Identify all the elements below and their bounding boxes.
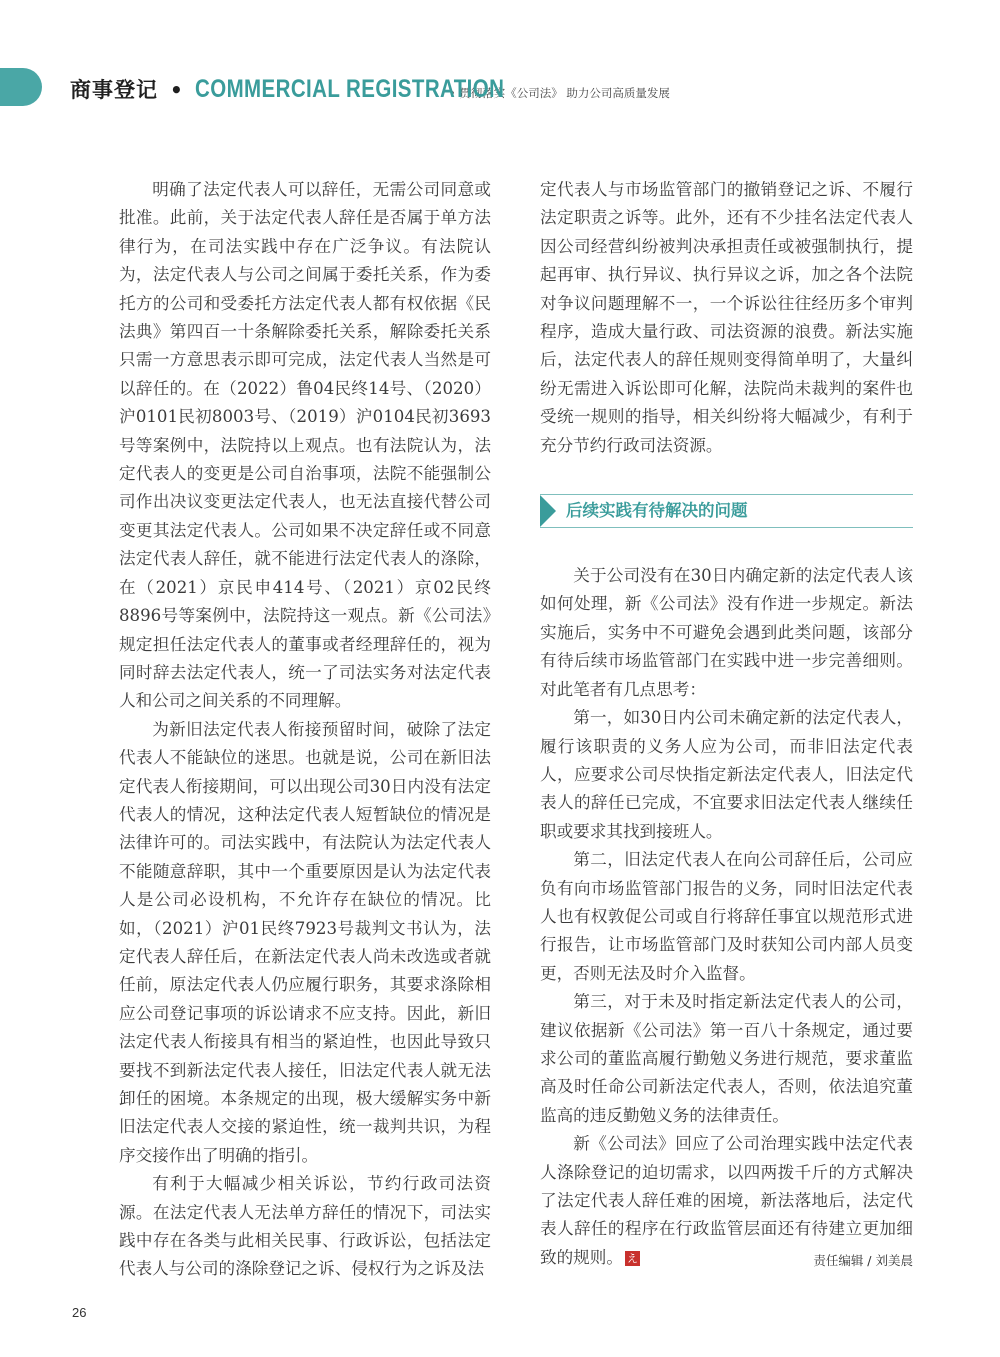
closing-paragraph-text: 新《公司法》回应了公司治理实践中法定代表人涤除登记的迫切需求，以四两拨千斤的方式解决了法定代表人辞任难的困境，新法落地后，法定代表人辞任的程序在行政监管层面还有待建立更加细致的规则。 [540,1134,913,1267]
header-subtitle: • 贯彻落实《公司法》 助力公司高质量发展 [448,86,670,100]
editor-credit: 责任编辑 / 刘美晨 [813,1253,913,1268]
right-column [540,176,913,1272]
page-number: 26 [72,1305,87,1320]
end-mark-icon: え [626,1251,638,1265]
section-heading-title: 后续实践有待解决的问题 [566,500,748,520]
body-paragraph: 关于公司没有在30日内确定新的法定代表人该如何处理，新《公司法》没有作进一步规定。新法实施后，实务中不可避免会遇到此类问题，该部分有待后续市场监管部门在实践中进一步完善细则。对此笔者有几点思考： [540,566,913,699]
body-paragraph: 第二，旧法定代表人在向公司辞任后，公司应负有向市场监管部门报告的义务，同时旧法定代表人也有权敦促公司或自行将辞任事宜以规范形式进行报告，让市场监管部门及时获知公司内部人员变更，否则无法及时介入监督。 [540,850,913,983]
header-separator: • [170,78,183,102]
body-paragraph: 第三，对于未及时指定新法定代表人的公司，建议依据新《公司法》第一百八十条规定，通过要求公司的董监高履行勤勉义务进行规范，要求董监高及时任命公司新法定代表人，否则，依法追究董监高的违反勤勉义务的法律责任。 [540,992,913,1125]
body-paragraph: 有利于大幅减少相关诉讼，节约行政司法资源。在法定代表人无法单方辞任的情况下，司法实践中存在各类与此相关民事、行政诉讼，包括法定代表人与公司的涤除登记之诉、侵权行为之诉及法 [119,1174,491,1279]
body-paragraph: 为新旧法定代表人衔接预留时间，破除了法定代表人不能缺位的迷思。也就是说，公司在新旧法定代表人衔接期间，可以出现公司30日内没有法定代表人的情况，这种法定代表人短暂缺位的情况是法律许可的。司法实践中，有法院认为法定代表人不能随意辞职，其中一个重要原因是认为法定代表人是公司必设机构，不允许存在缺位的情况。比如，（2021）沪01民终7923号裁判文书认为，法定代表人辞任后，在新法定代表人尚未改选或者就任前，原法定代表人仍应履行职务，其要求涤除相应公司登记事项的诉讼请求不应支持。因此，新旧法定代表人衔接具有相当的紧迫性，也因此导致只要找不到新法定代表人接任，旧法定代表人就无法卸任的困境。本条规定的出现，极大缓解实务中新旧法定代表人交接的紧迫性，统一裁判共识，为程序交接作出了明确的指引。 [119,719,491,1165]
left-column [119,176,491,1284]
body-paragraph: 第一，如30日内公司未确定新的法定代表人，履行该职责的义务人应为公司，而非旧法定代表人，应要求公司尽快指定新法定代表人，旧法定代表人的辞任已完成，不宜要求旧法定代表人继续任职或要求其找到接班人。 [540,708,913,841]
header-tab-decoration [0,68,42,106]
body-paragraph: 明确了法定代表人可以辞任，无需公司同意或批准。此前，关于法定代表人辞任是否属于单方法律行为，在司法实践中存在广泛争议。有法院认为，法定代表人与公司之间属于委托关系，作为委托方的公司和受委托方法定代表人都有权依据《民法典》第四百一十条解除委托关系，解除委托关系只需一方意思表示即可完成，法定代表人当然是可以辞任的。在（2022）鲁04民终14号、（2020）沪0101民初8003号、（2019）沪0104民初3693号等案例中，法院持以上观点。也有法院认为，法定代表人的变更是公司自治事项，法院不能强制公司作出决议变更法定代表人，也无法直接代替公司变更其法定代表人。公司如果不决定辞任或不同意法定代表人辞任，就不能进行法定代表人的涤除，在（2021）京民申414号、（2021）京02民终8896号等案例中，法院持这一观点。新《公司法》规定担任法定代表人的董事或者经理辞任的，视为同时辞去法定代表人，统一了司法实务对法定代表人和公司之间关系的不同理解。 [119,180,491,711]
triangle-marker-icon [540,495,556,527]
body-paragraph-continued: 定代表人与市场监管部门的撤销登记之诉、不履行法定职责之诉等。此外，还有不少挂名法定代表人因公司经营纠纷被判决承担责任或被强制执行，提起再审、执行异议、执行异议之诉，加之各个法院对争议问题理解不一，一个诉讼往往经历多个审判程序，造成大量行政、司法资源的浪费。新法实施后，法定代表人的辞任规则变得简单明了，大量纠纷无需进入诉讼即可化解，法院尚未裁判的案件也受统一规则的指导，相关纠纷将大幅减少，有利于充分节约行政司法资源。 [540,180,913,455]
running-header [70,74,670,102]
section-name-en: COMMERCIAL REGISTRATION [194,75,505,103]
section-name-zh: 商事登记 [70,78,158,102]
section-heading [540,494,913,528]
